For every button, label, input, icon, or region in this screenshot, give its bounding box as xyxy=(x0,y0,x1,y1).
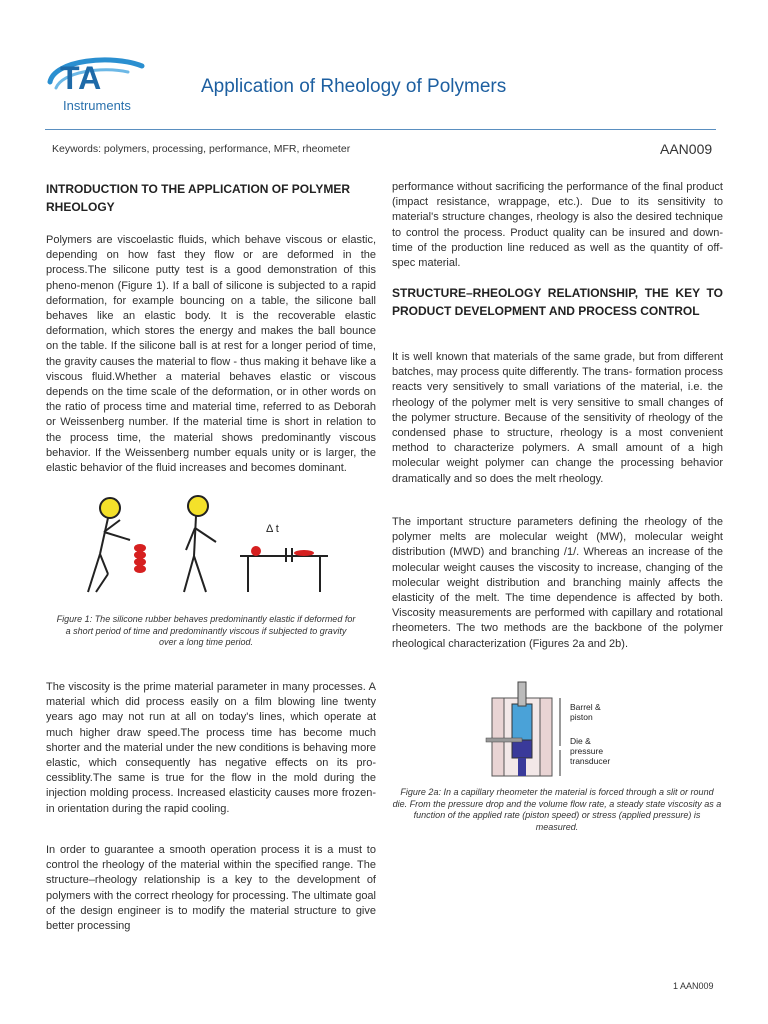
transducer-label: transducer xyxy=(570,756,611,766)
structure-paragraph xyxy=(392,350,723,487)
structure-heading: STRUCTURE–RHEOLOGY RELATIONSHIP, THE KEY TO PRODUCT DEVELOPMENT AND PROCESS CONTROL xyxy=(392,286,723,318)
parameters-text: The important structure parameters defining the rheology of the polymer melts are molecular weight (MW), molecular weight distribution (MWD) and branching /1/. Whereas an increase of the molecular weight causes the viscosity to increase, changing of the molecular weight distribution and branching mainly affects the elasticity of the melt. The time dependence is affected by both. Viscosity measurements are performed with capillary and rotational rheometers. The two methods are the backbone of the polymer rheological characterization (Figures 2a and 2b). xyxy=(392,516,723,650)
delta-t-label: Δ t xyxy=(266,523,279,535)
intro-paragraph xyxy=(46,233,376,476)
page-footer: 1 AAN009 xyxy=(673,981,714,991)
viscosity-text: The viscosity is the prime material parameter in many processes. A material which did process easily on a film blowing line twenty years ago may not run at all on today's lines, which operate at much higher draw speed.The process time has become much shorter and the material under the new conditions is behaving more elastic, which consequently has negative effects on its pro- cessiblity.The same is true for the flow in the mold during the injection molding process. Increased elasticity causes more frozen-in orientation during the rapid cooling. xyxy=(46,681,376,815)
die-icon xyxy=(518,758,526,776)
keywords-line: Keywords: polymers, processing, performance, MFR, rheometer xyxy=(52,143,351,155)
performance-paragraph xyxy=(392,180,723,271)
pressure-transducer-icon xyxy=(486,738,522,742)
page-title: Application of Rheology of Polymers xyxy=(201,76,507,97)
logo-subtitle: Instruments xyxy=(63,98,131,113)
structure-text: It is well known that materials of the same grade, but from different batches, may process quite differently. The trans- formation process reacts very sensitively to small variations of the material, i.e. the rheology of the polymer melt is very sensitive to small changes of the polymer structure. Because of the sensitivity of rheology of the condensed phase to structure, rheology is a most convenient method to characterize polymers. A small amount of a high molecular weight polymer can change the processing behavior dramatically and so does the melt rheology. xyxy=(392,351,723,485)
control-paragraph xyxy=(46,843,376,934)
intro-heading: INTRODUCTION TO THE APPLICATION OF POLYMER RHEOLOGY xyxy=(46,182,351,214)
piston-label: piston xyxy=(570,712,593,722)
ball-at-rest-icon xyxy=(251,546,261,556)
viscosity-paragraph xyxy=(46,680,376,817)
ta-instruments-logo xyxy=(42,52,152,118)
person-bouncing-icon xyxy=(88,498,130,592)
parameters-paragraph xyxy=(392,515,723,652)
melt-icon xyxy=(512,740,532,758)
document-code: AAN009 xyxy=(660,141,713,157)
die-label: Die & xyxy=(570,736,591,746)
bouncing-ball-icon xyxy=(134,544,146,573)
figure-2a-caption: Figure 2a: In a capillary rheometer the material is forced through a slit or round die. From the pressure drop and the volume flow rate, a steady state viscosity as a function of the applied rate (piston speed) or stress (applied pressure) is measured. xyxy=(392,787,722,832)
performance-text: performance without sacrificing the performance of the final product (impact resistance, wrappage, etc.). Due to its sensitivity to material's structure changes, rheology is also the desired technique to control the process. Product quality can be insured and down-time of the production line reduced as well as the quantity of off-spec material. xyxy=(392,181,723,270)
flattened-ball-icon xyxy=(294,550,314,556)
header-divider xyxy=(45,129,716,130)
figure-2a-rheometer-diagram xyxy=(482,676,632,778)
piston-icon xyxy=(512,704,532,740)
pressure-label: pressure xyxy=(570,746,604,756)
logo-letters: TA xyxy=(60,60,103,96)
figure-1-caption: Figure 1: The silicone rubber behaves predominantly elastic if deformed for a short period of time and predominantly viscous if subjected to gravity over a long time period. xyxy=(56,614,356,647)
figure-1-illustration xyxy=(60,492,350,604)
barrel-label: Barrel & xyxy=(570,702,601,712)
person-waiting-icon xyxy=(184,496,216,592)
intro-text: Polymers are viscoelastic fluids, which behave viscous or elastic, depending on how fast they flow or are deformed in the process.The silicone putty test is a good demonstration of this pheno-menon (Figure 1). If a ball of silicone is subjected to a rapid deformation, for example bouncing on a table, the silicone ball behaves like an elastic body. It is the recoverable elastic deformation, which stores the energy and makes the ball bounce on the table. If the silicone ball is at rest for a longer period of time, the gravity causes the material to flow - thus making it behave like a viscous fluid.Whether a material behaves elastic or viscous depends on the time scale of the deformation, or in other words on the ratio of process time and material time, referred to as Deborah or Weissenberg number. If the material time is short in relation to the process time, the material shows predominantly viscous behavior. If the Weissenberg number equals unity or is larger, the elastic behavior of the fluid increases and becomes dominant. xyxy=(46,234,376,475)
control-text: In order to guarantee a smooth operation process it is a must to control the rheology of the material within the specified range. The structure–rheology relationship is a key to the development of polymers with the correct rheology for processing. The ultimate goal of the design engineer is to modify the material structure to give better processing xyxy=(46,844,376,933)
